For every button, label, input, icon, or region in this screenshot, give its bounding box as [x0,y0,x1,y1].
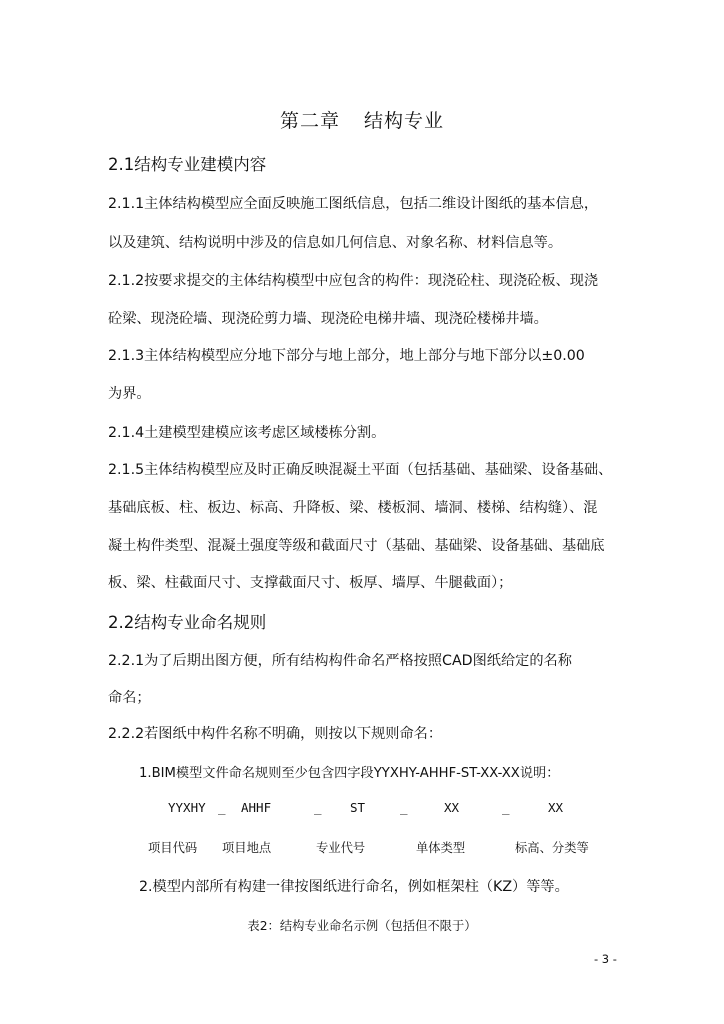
paragraph-2-1-2-line2: 砼梁、现浇砼墙、现浇砼剪力墙、现浇砼电梯井墙、现浇砼楼梯井墙。 [108,311,548,327]
naming-label-building-type: 单体类型 [416,841,466,855]
naming-separator: _ [502,800,510,815]
naming-separator: _ [218,800,226,815]
naming-label-discipline-code: 专业代号 [316,841,366,855]
chapter-title [0,106,724,133]
naming-rule-1: 1.BIM模型文件命名规则至少包含四字段YYXHY-AHHF-ST-XX-XX说明： [139,766,560,781]
section-heading-2-1: 2.1结构专业建模内容 [108,155,267,174]
paragraph-2-1-5-line4: 板、梁、柱截面尺寸、支撑截面尺寸、板厚、墙厚、牛腿截面）； [108,575,513,591]
table-caption: 表2：结构专业命名示例（包括但不限于） [247,919,477,933]
naming-rule-2: 2.模型内部所有构建一律按图纸进行命名，例如框架柱（KZ）等等。 [139,879,569,895]
paragraph-2-1-1-line1: 2.1.1主体结构模型应全面反映施工图纸信息，包括二维设计图纸的基本信息， [108,196,599,212]
naming-code-project: YYXHY [168,800,206,815]
naming-code-level: XX [548,800,564,815]
naming-separator: _ [400,800,408,815]
chapter-number: 第二章 [279,110,340,132]
paragraph-2-1-4: 2.1.4土建模型建模应该考虑区域楼栋分割。 [108,425,386,441]
naming-label-level-category: 标高、分类等 [515,841,589,855]
naming-separator: _ [314,800,322,815]
naming-label-project-code: 项目代码 [148,841,198,855]
page-number: - 3 - [594,952,617,966]
paragraph-2-2-1-line1: 2.2.1为了后期出图方便，所有结构构件命名严格按照CAD图纸给定的名称 [108,653,572,669]
paragraph-2-1-3-line2: 为界。 [108,386,151,402]
paragraph-2-1-5-line2: 基础底板、柱、板边、标高、升降板、梁、楼板洞、墙洞、楼梯、结构缝）、混 [108,500,598,516]
naming-code-location: AHHF [241,800,272,815]
naming-label-project-location: 项目地点 [222,841,272,855]
paragraph-2-1-1-line2: 以及建筑、结构说明中涉及的信息如几何信息、对象名称、材料信息等。 [108,235,563,251]
paragraph-2-2-2: 2.2.2若图纸中构件名称不明确，则按以下规则命名： [108,726,443,742]
paragraph-2-2-1-line2: 命名； [108,690,151,706]
paragraph-2-1-2-line1: 2.1.2按要求提交的主体结构模型中应包含的构件：现浇砼柱、现浇砼板、现浇 [108,273,599,289]
naming-code-building: XX [444,800,460,815]
chapter-name: 结构专业 [364,110,445,132]
section-heading-2-2: 2.2结构专业命名规则 [108,613,267,632]
paragraph-2-1-3-line1: 2.1.3主体结构模型应分地下部分与地上部分，地上部分与地下部分以±0.00 [108,348,585,364]
naming-code-discipline: ST [350,800,366,815]
paragraph-2-1-5-line3: 凝土构件类型、混凝土强度等级和截面尺寸（基础、基础梁、设备基础、基础底 [108,538,605,554]
paragraph-2-1-5-line1: 2.1.5主体结构模型应及时正确反映混凝土平面（包括基础、基础梁、设备基础、 [108,462,613,478]
